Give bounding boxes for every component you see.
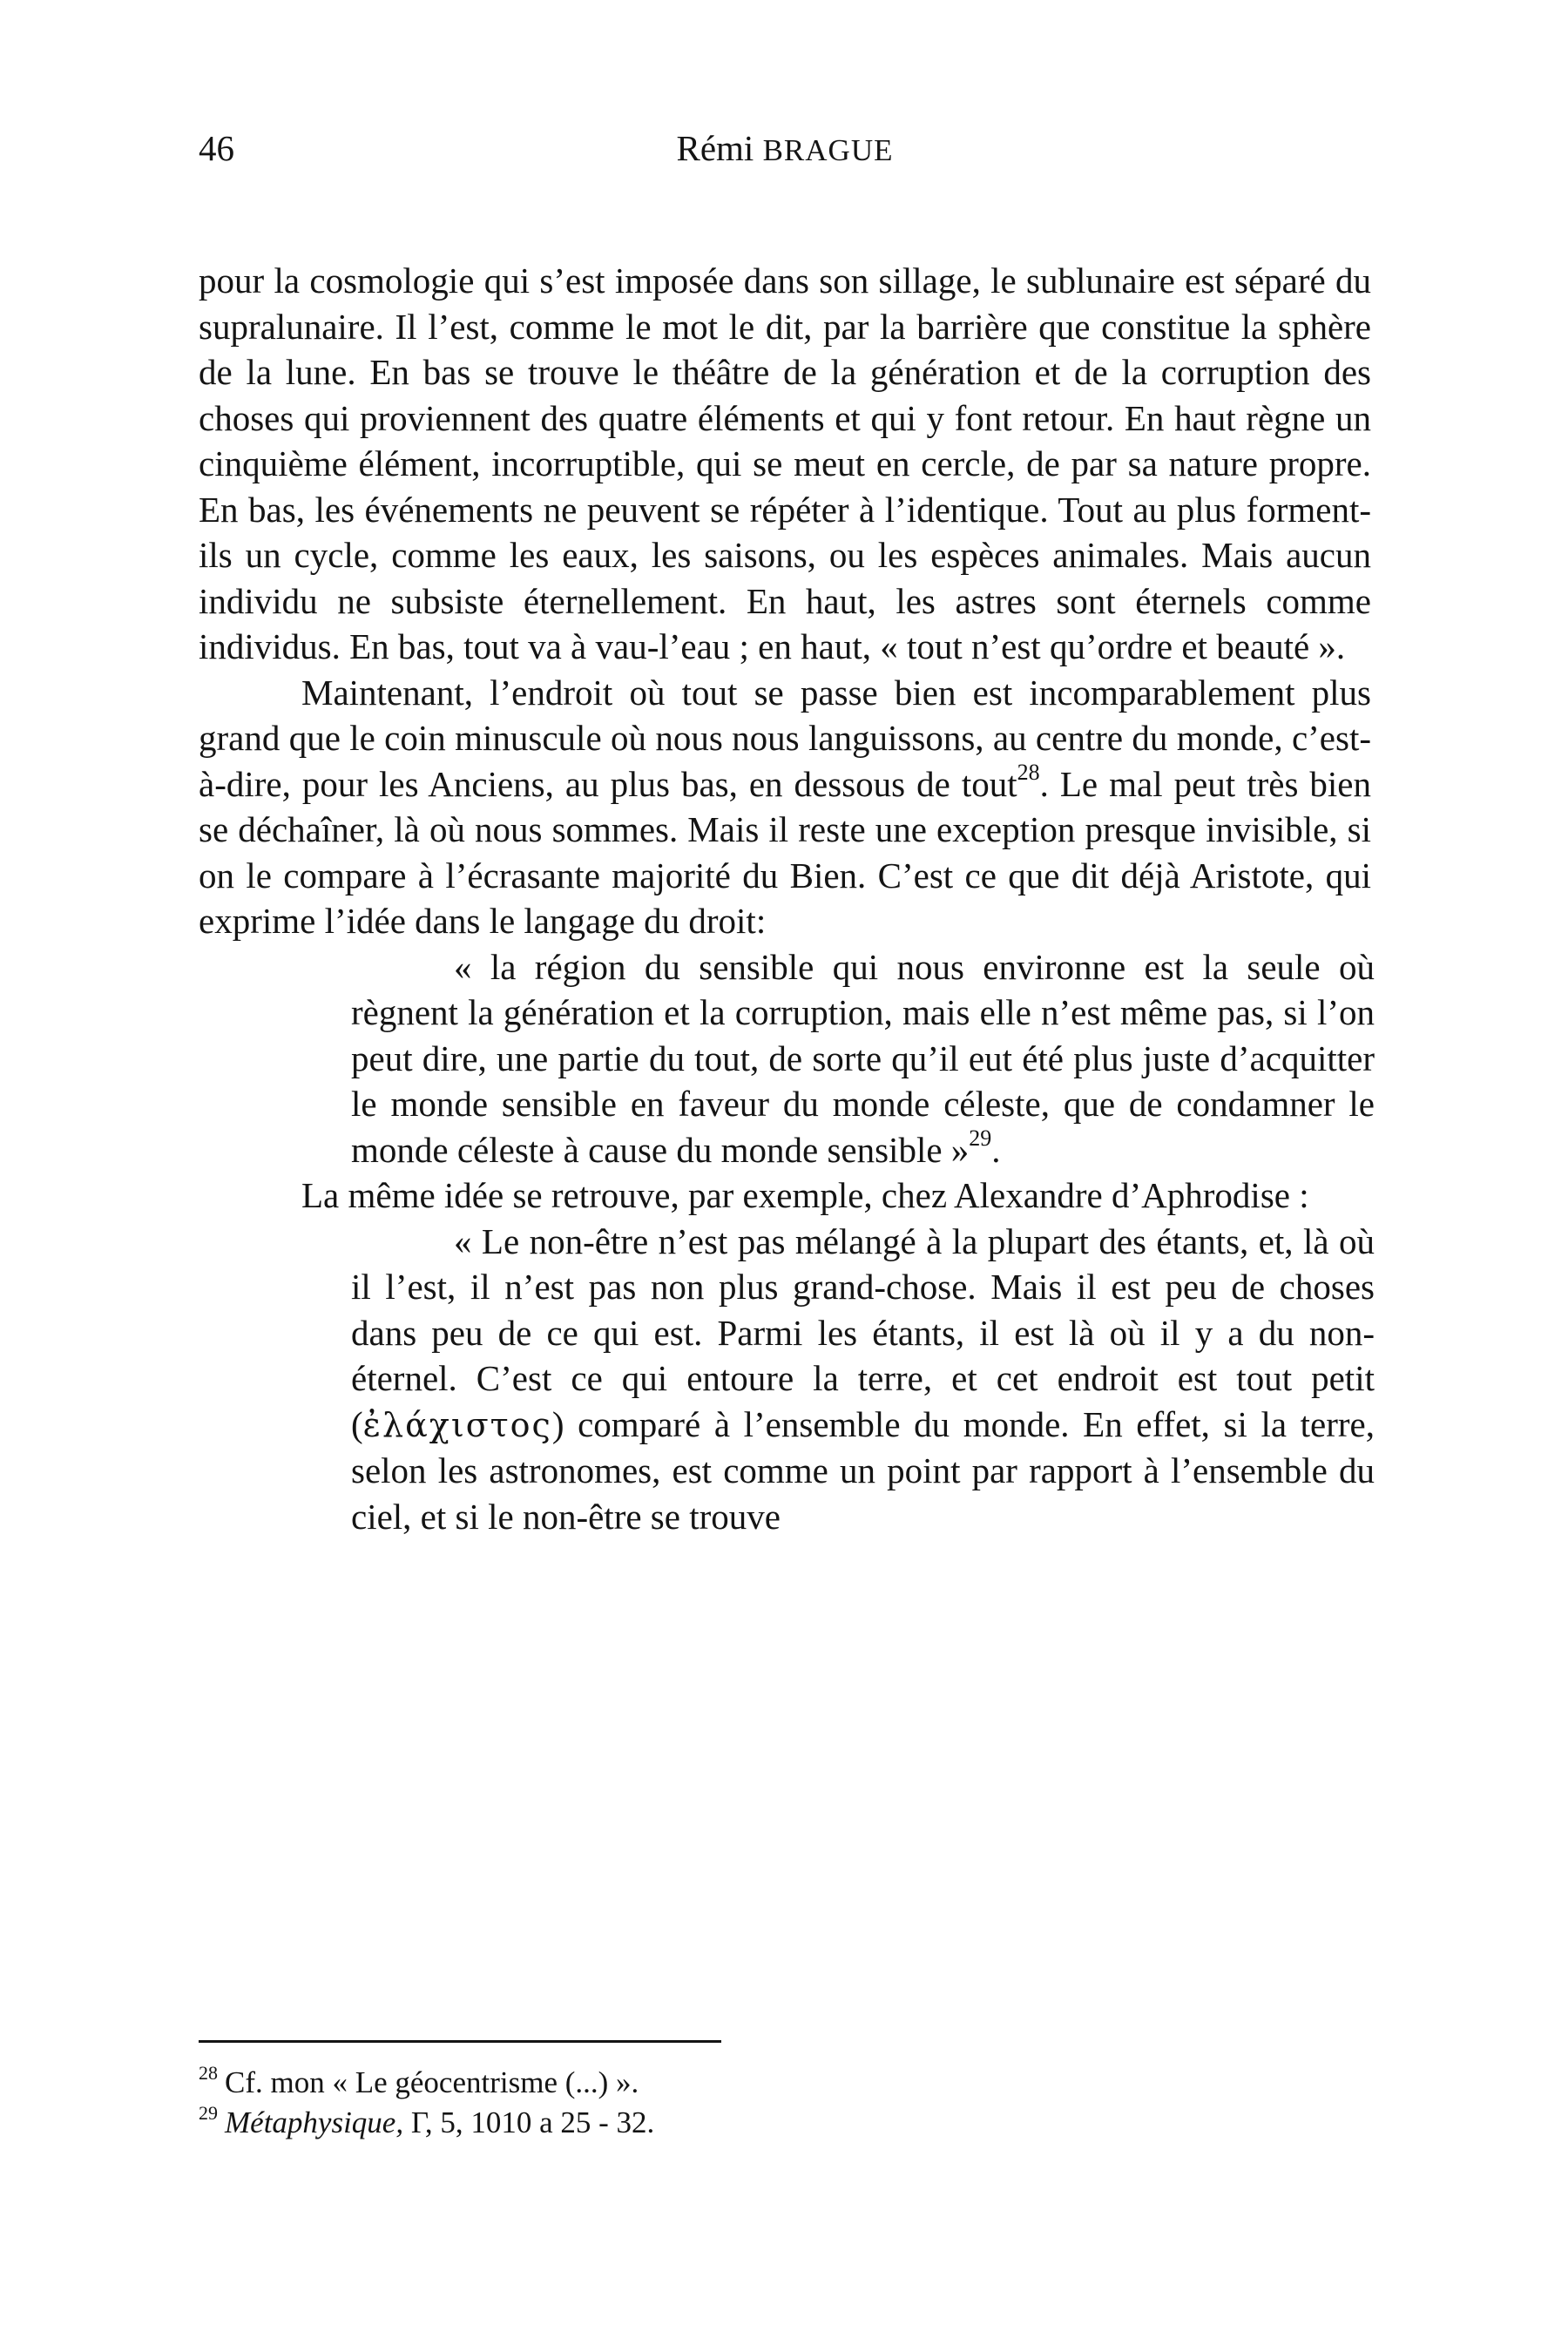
quote-alexander-text-b: ) comparé à l’ensemble du monde. En effet, si la terre, selon les astronomes, est comme un point par rapport à l’ensemble du ciel, et si le non-être se trouve	[351, 1403, 1375, 1537]
footnote-text: Cf. mon « Le géocentrisme (...) ».	[225, 2065, 639, 2099]
footnote-ref-29: 29	[969, 1125, 992, 1151]
running-head	[199, 122, 1371, 174]
author-first-name: Rémi	[676, 128, 754, 168]
footnote-divider	[199, 2040, 721, 2043]
footnote-29	[199, 2103, 1371, 2143]
quote-aristotle-text: « la région du sensible qui nous environne est la seule où règnent la génération et la corruption, mais elle n’est même pas, si l’on peut dire, une partie du tout, de sorte qu’il eut été plus juste d’acquitter le monde sensible en faveur du monde céleste, que de condamner le monde céleste à cause du monde sensible »	[351, 946, 1375, 1170]
footnote-number: 29	[199, 2102, 218, 2125]
paragraph-3: La même idée se retrouve, par exemple, chez Alexandre d’Aphrodise :	[301, 1175, 1309, 1215]
quote-alexander-text-a: « Le non-être n’est pas mélangé à la plupart des étants, et, là où il l’est, il n’est pas non plus grand-chose. Mais il est peu de choses dans peu de ce qui est. Parmi les étants, il est là où il y a du non-éternel. C’est ce qui entoure la terre, et cet endroit est tout petit (	[351, 1220, 1375, 1444]
running-head-author	[199, 122, 1371, 177]
block-quote-aristotle	[351, 944, 1375, 1173]
main-text	[199, 258, 1375, 1539]
block-quote-alexander	[351, 1219, 1375, 1540]
greek-word: ἐλάχιστος	[362, 1405, 552, 1444]
footnote-ref-28: 28	[1017, 759, 1040, 785]
footnote-28	[199, 2063, 1371, 2103]
author-last-name: BRAGUE	[762, 133, 894, 167]
paragraph-2-text-b: . Le mal peut très bien se déchaîner, là où nous sommes. Mais il reste une exception presque invisible, si on le compare à l’écrasante majorité du Bien. C’est ce que dit déjà Aristote, qui exprime l’idée dans le langage du droit:	[199, 763, 1371, 941]
paragraph-1: pour la cosmologie qui s’est imposée dans son sillage, le sublunaire est séparé du supralunaire. Il l’est, comme le mot le dit, par la barrière que constitue la sphère de la lune. En bas se trouve le théâtre de la génération et de la corruption des choses qui proviennent des quatre éléments et qui y font retour. En haut règne un cinquième élément, incorruptible, qui se meut en cercle, de par sa nature propre. En bas, les événements ne peuvent se répéter à l’identique. Tout au plus forment-ils un cycle, comme les eaux, les saisons, ou les espèces animales. Mais aucun individu ne subsiste éternellement. En haut, les astres sont éternels comme individus. En bas, tout va à vau-l’eau ; en haut, « tout n’est qu’ordre et beauté ».	[199, 260, 1371, 666]
footnote-number: 28	[199, 2062, 218, 2085]
footnote-work-title: Métaphysique,	[225, 2105, 404, 2139]
quote-aristotle-end: .	[991, 1129, 1001, 1170]
footnote-text: Γ, 5, 1010 a 25 - 32.	[403, 2105, 655, 2139]
footnotes	[199, 2063, 1371, 2143]
paragraph-2-text-a: Maintenant, l’endroit où tout se passe bien est incomparablement plus grand que le coin minuscule où nous nous languissons, au centre du monde, c’est-à-dire, pour les Anciens, au plus bas, en dessous de tout	[199, 672, 1371, 804]
page-number: 46	[199, 128, 234, 168]
paragraph-2	[199, 670, 1371, 944]
